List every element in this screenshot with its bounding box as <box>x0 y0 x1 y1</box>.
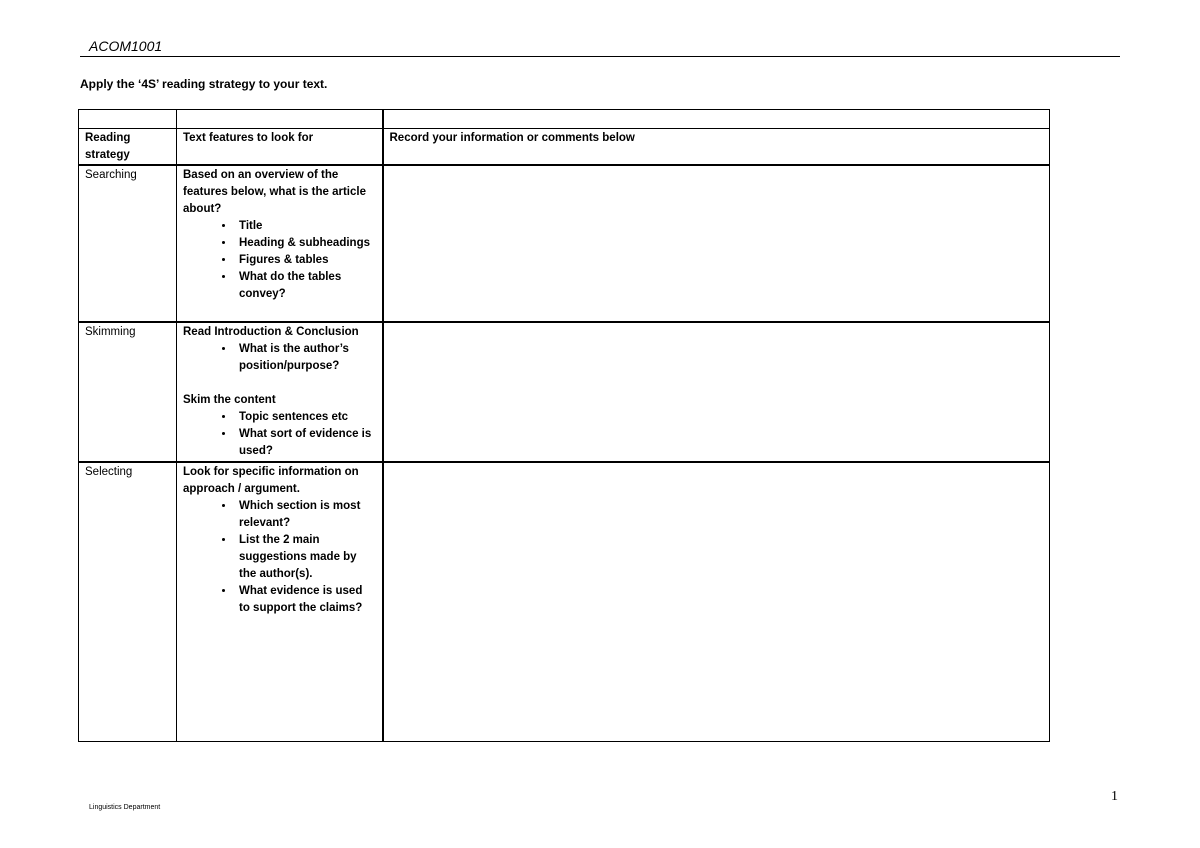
footer-department: Linguistics Department <box>89 804 161 811</box>
list-item: • What evidence is used to support the claims? <box>235 583 376 617</box>
list-item: • Heading & subheadings <box>235 235 376 252</box>
searching-comments-cell[interactable] <box>383 165 1050 322</box>
blank-cell <box>383 110 1050 129</box>
header-record-comments: Record your information or comments below <box>383 129 1050 166</box>
strategy-skimming-label: Skimming <box>79 322 177 462</box>
selecting-comments-cell[interactable] <box>383 462 1050 741</box>
selecting-bullet-list <box>183 498 376 617</box>
table-row-searching <box>79 165 1050 322</box>
strategy-selecting-label: Selecting <box>79 462 177 741</box>
list-item: • What sort of evidence is used? <box>235 426 376 460</box>
instruction-text: Apply the ‘4S’ reading strategy to your text. <box>80 77 328 91</box>
selecting-features <box>177 462 383 741</box>
table-header-row <box>79 129 1050 166</box>
list-item: • Which section is most relevant? <box>235 498 376 532</box>
skimming-bullet-list-a <box>183 341 376 375</box>
searching-intro: Based on an overview of the features below, what is the article about? <box>183 169 366 215</box>
table-row-selecting <box>79 462 1050 741</box>
list-item: • What is the author’s position/purpose? <box>235 341 376 375</box>
header-text-features: Text features to look for <box>177 129 383 166</box>
list-item: • Title <box>235 218 376 235</box>
table-row-blank <box>79 110 1050 129</box>
blank-cell <box>79 110 177 129</box>
skimming-comments-cell[interactable] <box>383 322 1050 462</box>
course-code: ACOM1001 <box>89 38 163 54</box>
list-item: • Figures & tables <box>235 252 376 269</box>
searching-features <box>177 165 383 322</box>
header-divider <box>80 56 1120 57</box>
list-item: • What do the tables convey? <box>235 269 376 303</box>
table-row-skimming <box>79 322 1050 462</box>
strategy-table <box>78 109 1050 742</box>
skimming-bullet-list-b <box>183 409 376 460</box>
header-reading-strategy: Reading strategy <box>79 129 177 166</box>
spacer <box>183 375 376 392</box>
list-item: • List the 2 main suggestions made by the author(s). <box>235 532 376 583</box>
skimming-intro-b: Skim the content <box>183 394 276 406</box>
blank-cell <box>177 110 383 129</box>
page-number: 1 <box>1111 789 1118 804</box>
selecting-intro: Look for specific information on approach / argument. <box>183 466 359 495</box>
strategy-searching-label: Searching <box>79 165 177 322</box>
skimming-intro: Read Introduction & Conclusion <box>183 326 359 338</box>
list-item: • Topic sentences etc <box>235 409 376 426</box>
searching-bullet-list <box>183 218 376 303</box>
skimming-features <box>177 322 383 462</box>
